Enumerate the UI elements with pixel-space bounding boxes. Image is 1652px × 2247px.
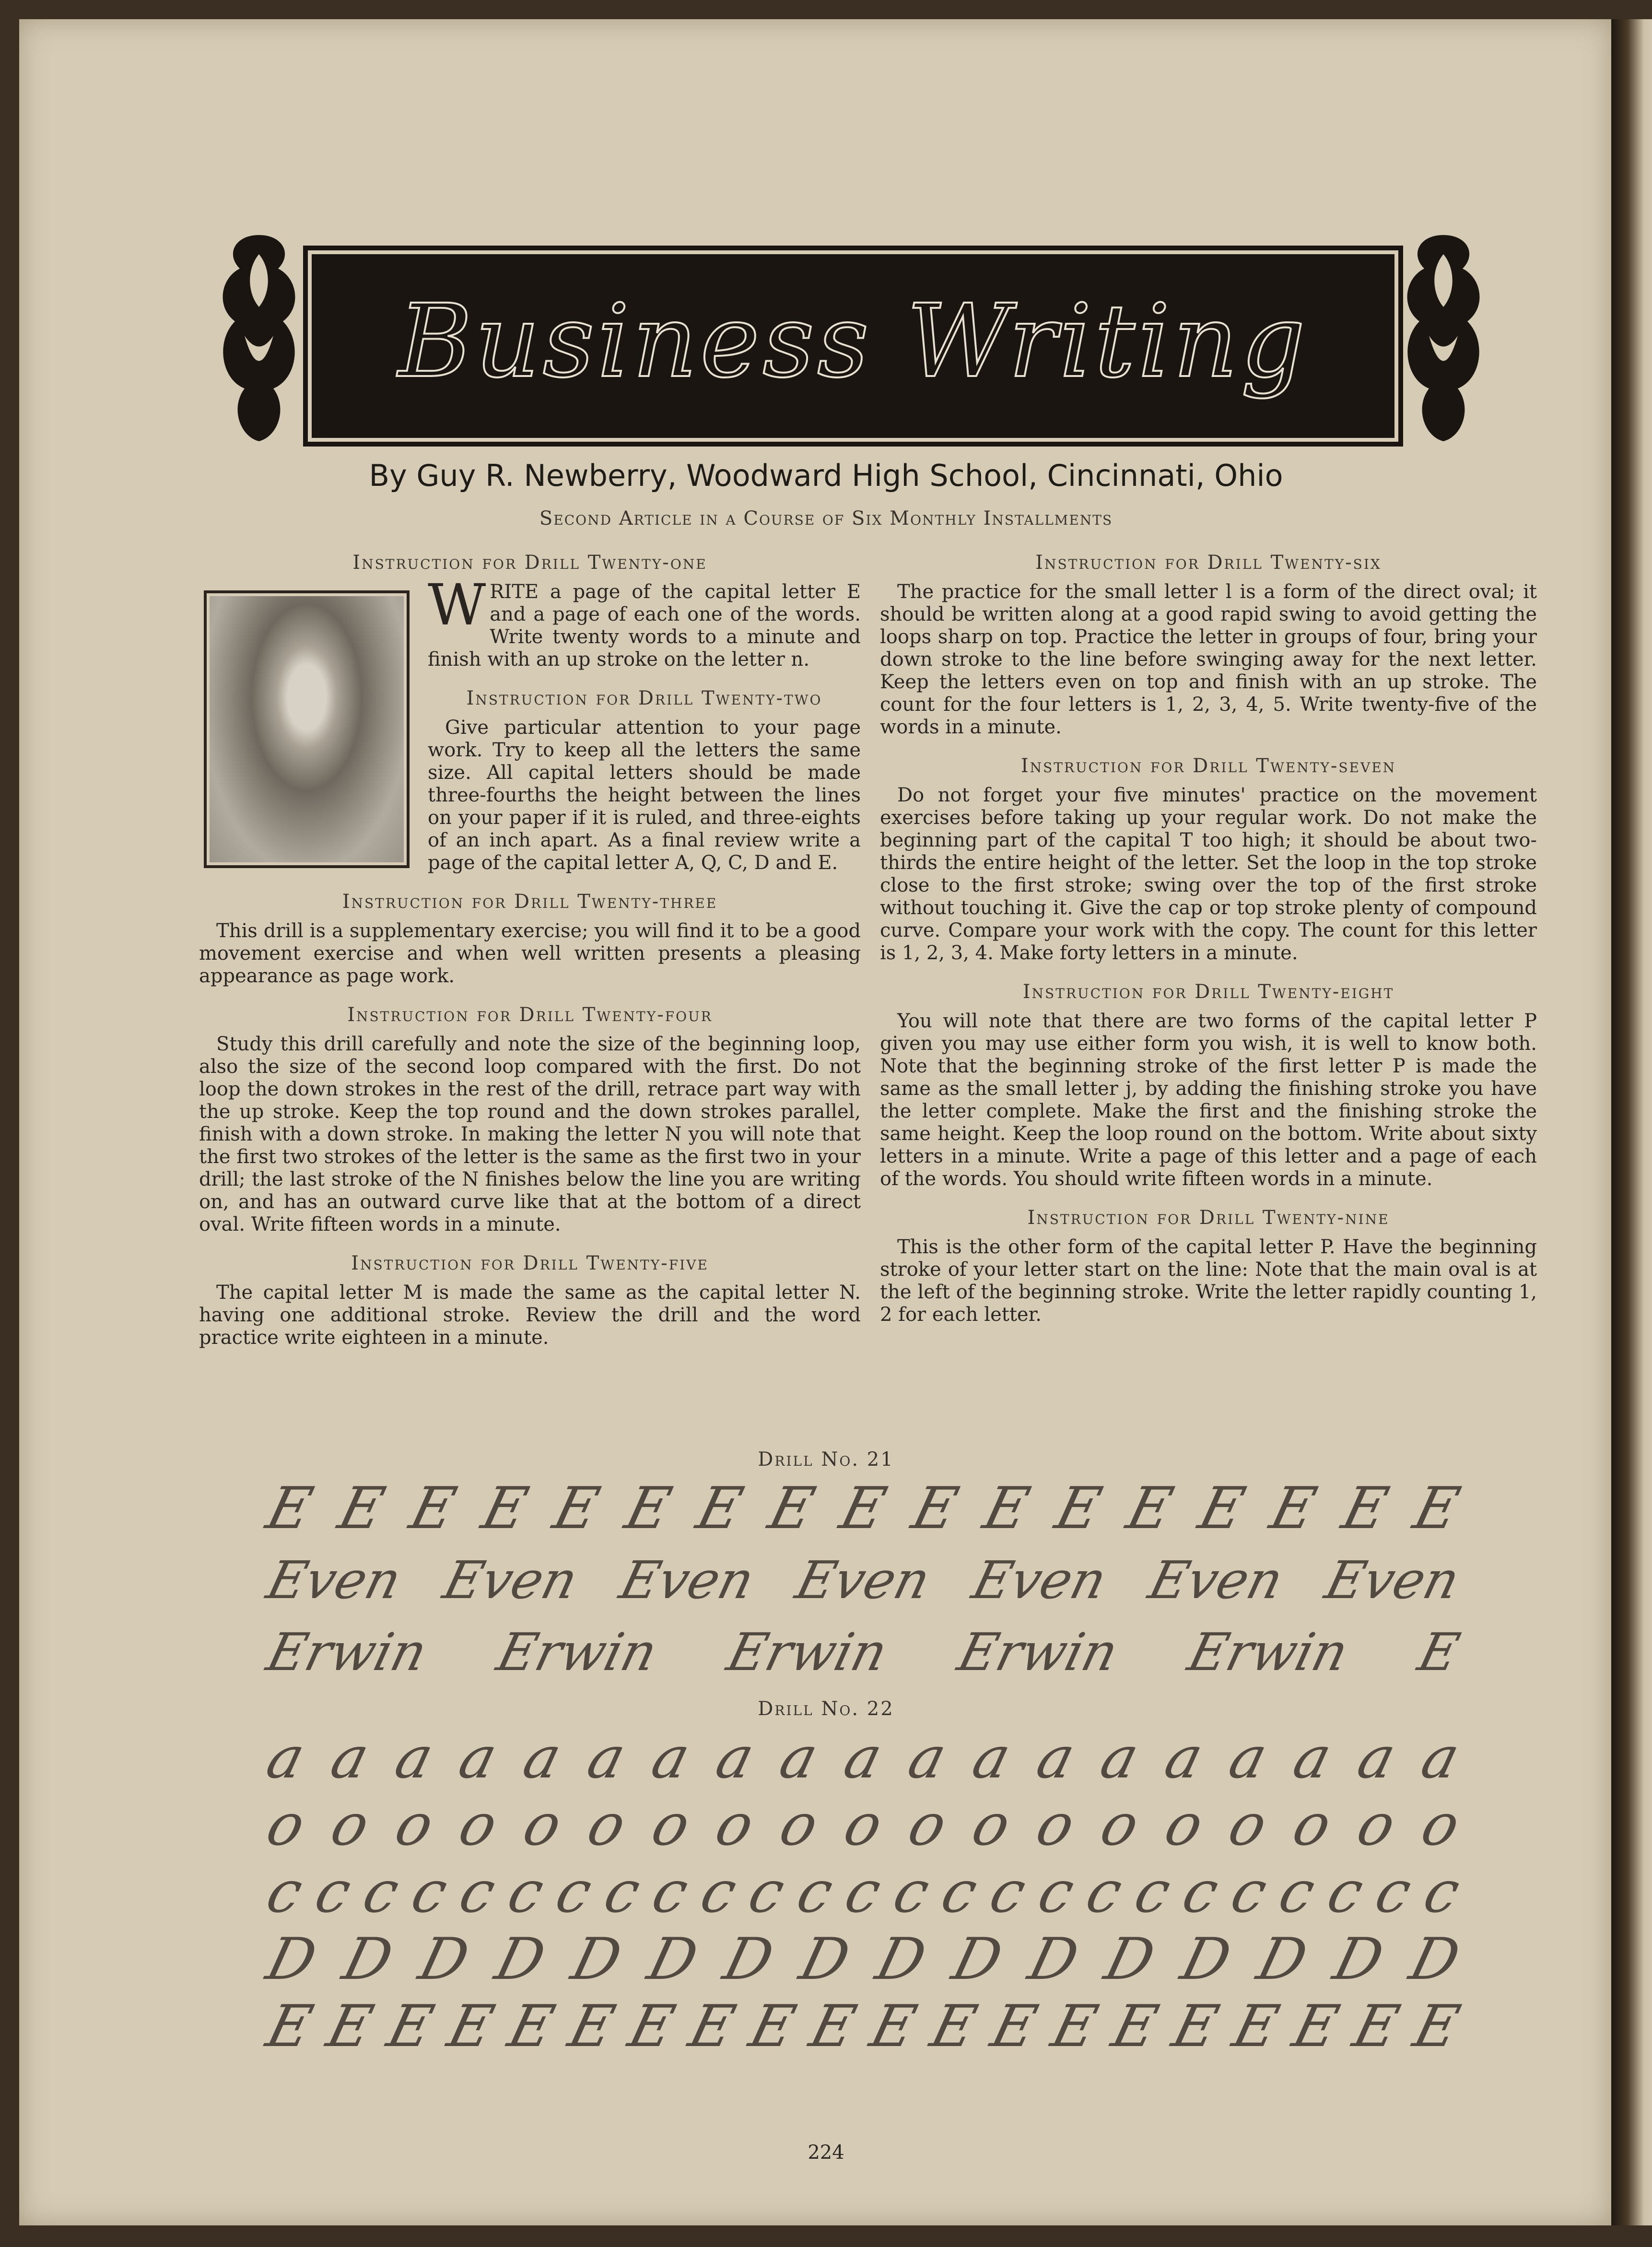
drill-22-heading: Instruction for Drill Twenty-two <box>466 687 822 709</box>
portrait-photo <box>210 596 404 862</box>
book-spine <box>1611 19 1652 2225</box>
script-letter: c <box>549 1859 598 1926</box>
script-letter: a <box>645 1724 696 1791</box>
script-letter: E <box>762 1475 821 1542</box>
script-letter: a <box>1094 1724 1146 1791</box>
script-letter: o <box>388 1791 440 1859</box>
drill-23-heading: Instruction for Drill Twenty-three <box>342 891 718 913</box>
left-column <box>199 552 861 1365</box>
script-letter: E <box>1105 1993 1164 2060</box>
script-letter: o <box>260 1791 312 1859</box>
drill-22-row-2 <box>260 1791 1466 1859</box>
script-letter: E <box>403 1475 462 1542</box>
script-letter: a <box>837 1724 889 1791</box>
script-letter: E <box>1407 1475 1466 1542</box>
script-letter: D <box>1403 1926 1466 1993</box>
script-letter: a <box>1030 1724 1081 1791</box>
script-letter: E <box>619 1475 678 1542</box>
script-letter: c <box>983 1859 1032 1926</box>
script-letter: a <box>709 1724 761 1791</box>
script-letter: o <box>1415 1791 1466 1859</box>
script-letter: a <box>516 1724 568 1791</box>
script-letter: o <box>965 1791 1017 1859</box>
script-letter: o <box>581 1791 633 1859</box>
script-letter: c <box>1272 1859 1322 1926</box>
script-letter: o <box>516 1791 568 1859</box>
script-letter: D <box>641 1926 704 1993</box>
script-letter: a <box>581 1724 632 1791</box>
script-letter: E <box>690 1475 750 1542</box>
script-letter: Even <box>613 1550 760 1611</box>
script-letter: o <box>1222 1791 1274 1859</box>
script-letter: c <box>935 1859 984 1926</box>
drill-24-text: Study this drill carefully and note the size of the beginning loop, also the size of the second loop compared with the first. Do not loop the down strokes in the rest of the drill, retrace part way with the up stroke. Keep the top round and the down strokes parallel, finish with a down stroke. In making the letter N you will note that the first two strokes of the letter is the same as the first two in your drill; the last stroke of the N finishes below the line you are writing on, and has an outward curve like that at the bottom of a direct oval. Write fifteen words in a minute. <box>199 1033 861 1235</box>
author-portrait <box>204 590 410 868</box>
script-letter: c <box>356 1859 406 1926</box>
script-letter: E <box>381 1993 440 2060</box>
page-number: 224 <box>808 2141 844 2164</box>
script-letter: c <box>260 1859 309 1926</box>
script-letter: E <box>1120 1475 1180 1542</box>
script-letter: E <box>833 1475 893 1542</box>
script-letter: E <box>502 1993 561 2060</box>
script-letter: o <box>324 1791 376 1859</box>
drill-28-heading: Instruction for Drill Twenty-eight <box>1022 981 1394 1003</box>
script-letter: Even <box>261 1550 407 1611</box>
right-ornament-icon <box>1391 225 1496 451</box>
script-letter: Erwin <box>1182 1622 1354 1682</box>
drill-21-body: RITE a page of the capital letter E and a page of each one of the words. Write twenty words to a minute and finish with an up stroke on the letter n. <box>428 581 861 671</box>
script-letter: D <box>1174 1926 1238 1993</box>
drill-21-title: Drill No. 21 <box>758 1448 894 1471</box>
script-letter: c <box>1417 1859 1466 1926</box>
script-letter: c <box>405 1859 454 1926</box>
script-letter: Erwin <box>721 1622 894 1682</box>
drill-28-text: You will note that there are two forms of the capital letter P given you may use either form you wish, it is well to know both. Note that the beginning stroke of the first letter P is made the same as the small letter j, by adding the finishing stroke you have the letter complete. Make the first and the finishing stroke the same height. Keep the loop round on the bottom. Write about sixty letters in a minute. Write a page of this letter and a page of each of the words. You should write fifteen words in a minute. <box>880 1010 1537 1190</box>
script-letter: D <box>869 1926 933 1993</box>
right-column <box>880 552 1537 1342</box>
script-letter: E <box>1045 1993 1104 2060</box>
script-letter: E <box>320 1993 379 2060</box>
script-letter: c <box>887 1859 936 1926</box>
script-letter: o <box>1350 1791 1402 1859</box>
script-letter: c <box>694 1859 743 1926</box>
drill-27-heading: Instruction for Drill Twenty-seven <box>1020 755 1396 777</box>
script-letter: D <box>717 1926 780 1993</box>
script-letter: E <box>1287 1993 1346 2060</box>
script-letter: E <box>622 1993 681 2060</box>
script-letter: E <box>1264 1475 1323 1542</box>
script-letter: E <box>984 1993 1043 2060</box>
script-letter: Erwin <box>491 1622 663 1682</box>
script-letter: E <box>864 1993 923 2060</box>
drill-21-row-2 <box>261 1549 1465 1612</box>
script-letter: E <box>1347 1993 1406 2060</box>
script-letter: a <box>324 1724 375 1791</box>
drill-25-heading: Instruction for Drill Twenty-five <box>351 1252 709 1274</box>
drill-22-title: Drill No. 22 <box>758 1698 894 1720</box>
drill-23-text: This drill is a supplementary exercise; you will find it to be a good movement exercise and when well written presents a pleasing appearance as page work. <box>199 920 861 987</box>
script-letter: D <box>794 1926 856 1993</box>
script-letter: a <box>902 1724 953 1791</box>
drill-22-row-4 <box>260 1926 1466 1993</box>
script-letter: D <box>489 1926 552 1993</box>
script-letter: E <box>1407 1993 1466 2060</box>
drill-22-row-1 <box>260 1724 1466 1791</box>
script-letter: c <box>501 1859 551 1926</box>
script-letter: E <box>683 1993 742 2060</box>
script-letter: o <box>837 1791 889 1859</box>
script-letter: a <box>1158 1724 1210 1791</box>
script-letter: o <box>709 1791 761 1859</box>
drop-cap: W <box>428 572 486 638</box>
script-letter: c <box>1176 1859 1225 1926</box>
drill-29-text: This is the other form of the capital letter P. Have the beginning stroke of your letter start on the line: Note that the main oval is at the left of the beginning stroke. Write the letter rapidly counting 1, 2 for each letter. <box>880 1236 1537 1326</box>
script-letter: c <box>1321 1859 1370 1926</box>
script-letter: E <box>475 1475 534 1542</box>
script-letter: a <box>1415 1724 1466 1791</box>
script-letter: c <box>1128 1859 1177 1926</box>
drill-22-text: Give particular attention to your page work. Try to keep all the letters the same size. All capital letters should be made three-fourths the height between the lines on your paper if it is ruled, and three-eights of an inch apart. As a final review write a page of the capital letter A, Q, C, D and E. <box>428 717 861 874</box>
script-letter: E <box>1166 1993 1225 2060</box>
script-letter: c <box>453 1859 502 1926</box>
script-letter: c <box>1369 1859 1418 1926</box>
title-banner <box>312 254 1394 438</box>
drill-22-row-5 <box>260 1993 1466 2060</box>
script-letter: E <box>332 1475 391 1542</box>
script-letter: Erwin <box>261 1622 433 1682</box>
script-letter: a <box>773 1724 825 1791</box>
script-letter: D <box>1251 1926 1314 1993</box>
script-letter: a <box>1351 1724 1402 1791</box>
script-letter: Even <box>966 1550 1113 1611</box>
script-letter: E <box>1192 1475 1251 1542</box>
script-letter: Even <box>1143 1550 1289 1611</box>
script-letter: o <box>645 1791 697 1859</box>
script-letter: c <box>790 1859 840 1926</box>
drill-21-row-3 <box>261 1621 1465 1683</box>
script-letter: E <box>1226 1993 1285 2060</box>
script-letter: D <box>412 1926 476 1993</box>
script-letter: c <box>742 1859 791 1926</box>
script-letter: E <box>562 1993 621 2060</box>
script-letter: D <box>1022 1926 1085 1993</box>
script-letter: D <box>260 1926 323 1993</box>
drill-26-heading: Instruction for Drill Twenty-six <box>1035 552 1382 574</box>
script-letter: c <box>645 1859 695 1926</box>
script-letter: a <box>1287 1724 1338 1791</box>
drill-25-text: The capital letter M is made the same as the capital letter N. having one additional stroke. Review the drill and the word practice write eighteen in a minute. <box>199 1282 861 1349</box>
script-letter: o <box>1286 1791 1338 1859</box>
script-letter: E <box>924 1993 983 2060</box>
script-letter: a <box>260 1724 311 1791</box>
script-letter: o <box>1030 1791 1081 1859</box>
script-letter: E <box>547 1475 606 1542</box>
script-letter: D <box>336 1926 399 1993</box>
drill-24-heading: Instruction for Drill Twenty-four <box>347 1004 713 1026</box>
script-letter: Erwin <box>952 1622 1124 1682</box>
script-letter: a <box>388 1724 440 1791</box>
byline: By Guy R. Newberry, Woodward High School, Cincinnati, Ohio <box>369 458 1283 493</box>
script-letter: E <box>1336 1475 1394 1542</box>
drill-26-text: The practice for the small letter l is a form of the direct oval; it should be written along at a good rapid swing to avoid getting the loops sharp on top. Practice the letter in groups of four, bring your down stroke to the line before swinging away for the next letter. Keep the letters even on top and finish with an up stroke. The count for the four letters is 1, 2, 3, 4, 5. Write twenty-five of the words in a minute. <box>880 581 1537 738</box>
script-letter: a <box>1222 1724 1274 1791</box>
script-letter: o <box>1094 1791 1146 1859</box>
script-letter: o <box>773 1791 825 1859</box>
script-letter: D <box>565 1926 628 1993</box>
script-letter: c <box>1031 1859 1081 1926</box>
script-letter: E <box>260 1475 319 1542</box>
script-letter: o <box>902 1791 953 1859</box>
script-letter: a <box>453 1724 504 1791</box>
script-letter: Even <box>437 1550 584 1611</box>
script-letter: D <box>1327 1926 1390 1993</box>
script-letter: D <box>946 1926 1009 1993</box>
banner-title: Business Writing <box>398 282 1308 400</box>
script-letter: c <box>839 1859 888 1926</box>
script-letter: D <box>1098 1926 1161 1993</box>
drill-21-heading: Instruction for Drill Twenty-one <box>352 552 707 574</box>
drill-22-row-3 <box>260 1859 1466 1926</box>
script-letter: c <box>598 1859 647 1926</box>
script-letter: c <box>1079 1859 1129 1926</box>
script-letter: a <box>966 1724 1017 1791</box>
script-letter: E <box>905 1475 964 1542</box>
script-letter: o <box>1158 1791 1210 1859</box>
script-letter: c <box>1224 1859 1274 1926</box>
script-letter: E <box>743 1993 802 2060</box>
script-letter: E <box>1049 1475 1108 1542</box>
script-letter: Even <box>790 1550 937 1611</box>
drill-29-heading: Instruction for Drill Twenty-nine <box>1027 1207 1390 1229</box>
subtitle: Second Article in a Course of Six Monthly Installments <box>539 507 1113 529</box>
script-letter: E <box>977 1475 1036 1542</box>
drill-21-row-1 <box>260 1475 1466 1542</box>
drill-27-text: Do not forget your five minutes' practice on the movement exercises before taking up your regular work. Do not make the beginning part of the capital T too high; it should be about two-thirds the entire height of the letter. Set the loop in the top stroke close to the first stroke; swing over the top of the first stroke without touching it. Give the cap or top stroke plenty of compound curve. Compare your work with the copy. The count for this letter is 1, 2, 3, 4. Make forty letters in a minute. <box>880 784 1537 964</box>
script-letter: E <box>441 1993 500 2060</box>
script-letter: Even <box>1319 1550 1465 1611</box>
left-ornament-icon <box>206 225 312 451</box>
script-letter: E <box>260 1993 319 2060</box>
script-letter: c <box>308 1859 358 1926</box>
script-letter: E <box>803 1993 863 2060</box>
script-letter: E <box>1412 1622 1465 1682</box>
script-letter: o <box>452 1791 504 1859</box>
